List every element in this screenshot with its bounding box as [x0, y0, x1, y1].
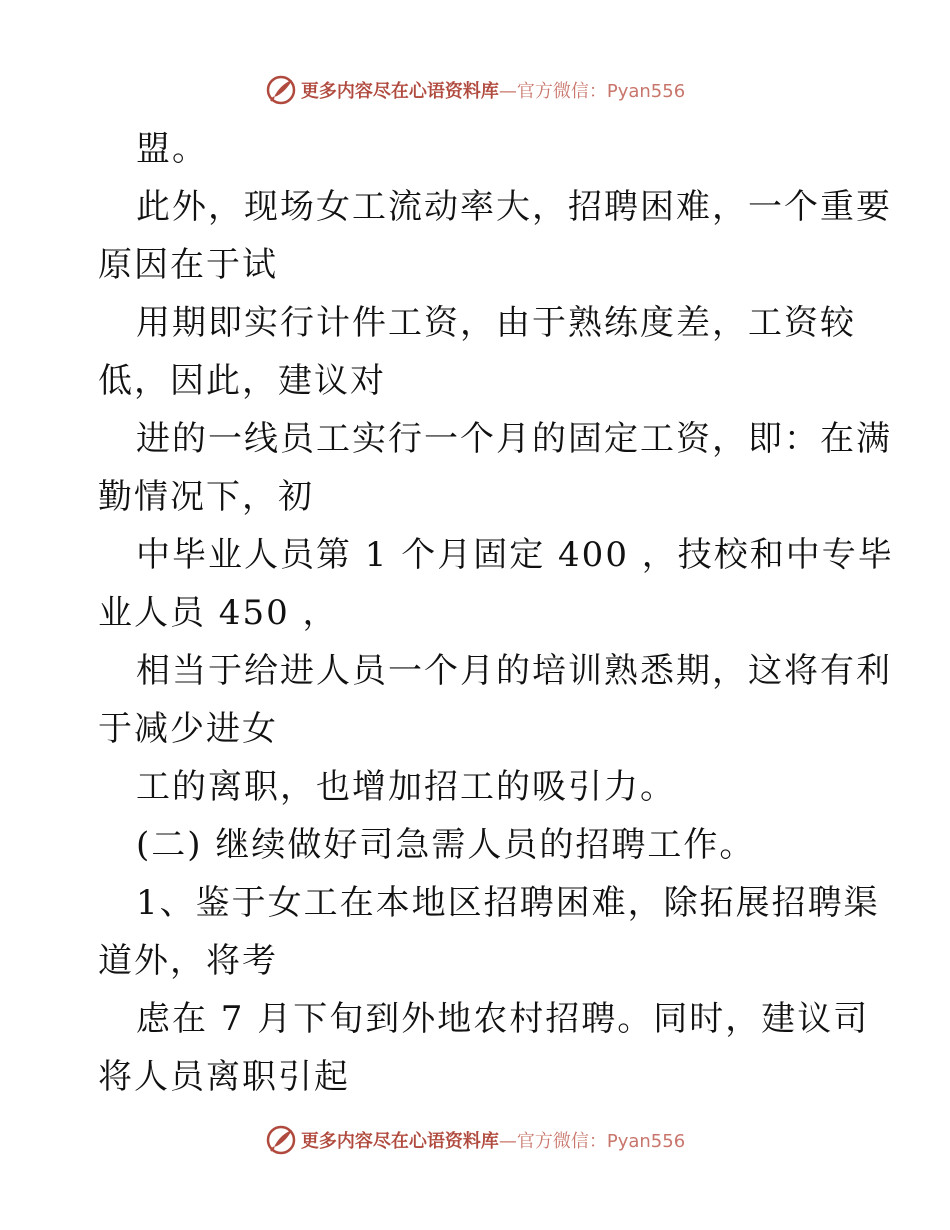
header-banner — [0, 70, 950, 110]
text-line: 道外，将考 — [98, 941, 278, 981]
text-line: 中毕业人员第 1 个月固定 400 ，技校和中专毕 — [136, 535, 894, 575]
brand-text: 更多内容尽在心语资料库 — [300, 81, 499, 102]
text-line: 此外，现场女工流动率大，招聘困难，一个重要 — [136, 187, 892, 227]
document-body — [98, 120, 894, 1106]
feather-pen-icon — [265, 1124, 297, 1156]
feather-pen-icon — [265, 74, 297, 106]
text-line: 勤情况下，初 — [98, 477, 314, 517]
footer-banner — [0, 1120, 950, 1160]
text-line: 进的一线员工实行一个月的固定工资，即：在满 — [136, 419, 892, 459]
text-line: 业人员 450 ， — [98, 593, 339, 633]
text-line: 工的离职，也增加招工的吸引力。 — [136, 767, 676, 807]
text-line: 相当于给进人员一个月的培训熟悉期，这将有利 — [136, 651, 892, 691]
wechat-text: —官方微信：Pyan556 — [498, 1131, 686, 1152]
text-line: 低，因此，建议对 — [98, 361, 386, 401]
text-line: 虑在 7 月下旬到外地农村招聘。同时，建议司 — [136, 999, 870, 1039]
text-line: (二) 继续做好司急需人员的招聘工作。 — [136, 825, 756, 865]
text-line: 将人员离职引起 — [98, 1057, 350, 1097]
text-line: 于减少进女 — [98, 709, 278, 749]
text-line: 原因在于试 — [98, 245, 278, 285]
wechat-text: —官方微信：Pyan556 — [498, 81, 686, 102]
brand-text: 更多内容尽在心语资料库 — [300, 1131, 499, 1152]
text-line: 1、鉴于女工在本地区招聘困难，除拓展招聘渠 — [136, 883, 880, 923]
text-line: 盟。 — [136, 129, 208, 169]
text-line: 用期即实行计件工资，由于熟练度差，工资较 — [136, 303, 856, 343]
